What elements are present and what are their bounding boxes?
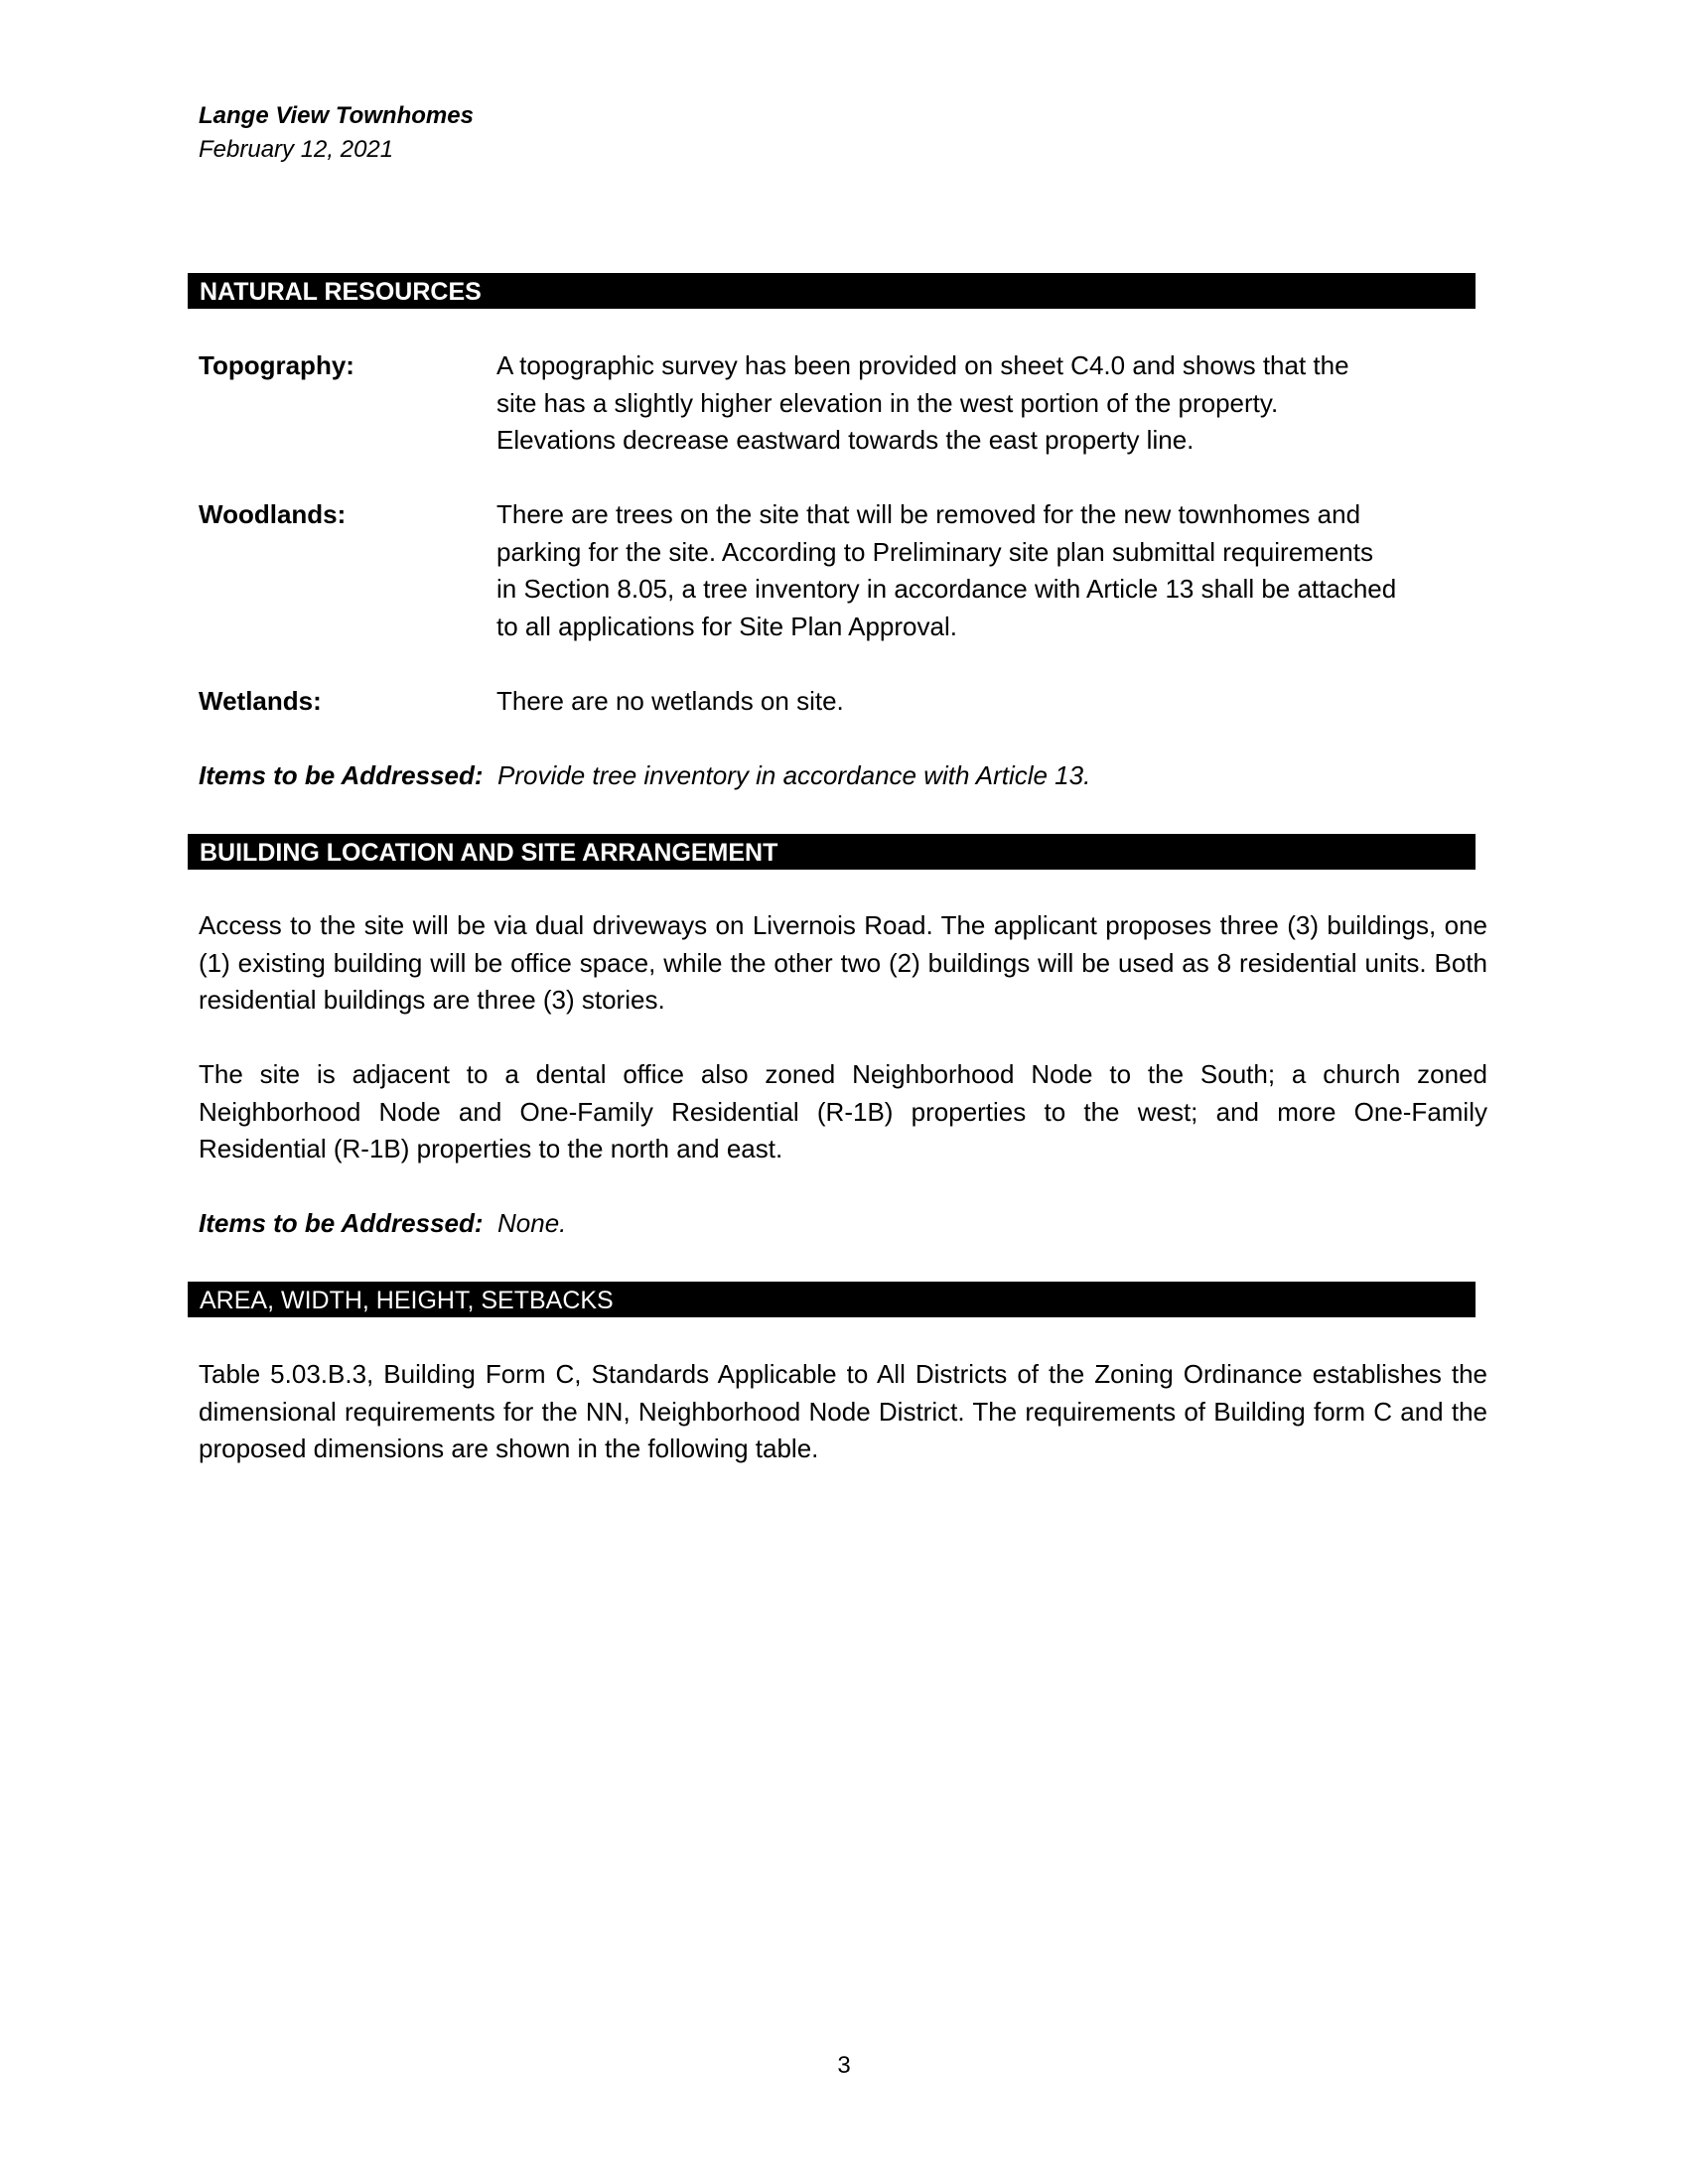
building-location-paragraph-1: Access to the site will be via dual driveways on Livernois Road. The applicant proposes three (3) buildings, one (1) existing building will be office space, while the other two (2) buildings will be used as 8 residential units. Both residential buildings are three (3) stories. bbox=[199, 910, 1487, 1015]
wetlands-text: There are no wetlands on site. bbox=[496, 686, 844, 716]
topography-line: site has a slightly higher elevation in the west portion of the property. bbox=[496, 387, 1279, 418]
woodlands-text bbox=[496, 496, 1489, 645]
items-text: Provide tree inventory in accordance with Article 13. bbox=[497, 760, 1091, 790]
topography-line: A topographic survey has been provided on sheet C4.0 and shows that the bbox=[496, 350, 1349, 380]
woodlands-line: in Section 8.05, a tree inventory in accordance with Article 13 shall be attached bbox=[496, 574, 1397, 604]
woodlands-line: parking for the site. According to Preliminary site plan submittal requirements bbox=[496, 536, 1373, 567]
building-location-paragraph-2: The site is adjacent to a dental office also zoned Neighborhood Node to the South; a church zoned Neighborhood Node and One-Family Residential (R-1B) properties to the west; and more One-Family Residential (R-1B) properties to the north and east. bbox=[199, 1059, 1487, 1163]
project-name: Lange View Townhomes bbox=[199, 102, 474, 129]
section-heading-building-location: BUILDING LOCATION AND SITE ARRANGEMENT bbox=[188, 834, 1476, 870]
topography-line: Elevations decrease eastward towards the east property line. bbox=[496, 425, 1195, 455]
section-heading-area-width-height-setbacks: AREA, WIDTH, HEIGHT, SETBACKS bbox=[188, 1282, 1476, 1317]
topography-text bbox=[496, 347, 1489, 460]
woodlands-label: Woodlands: bbox=[199, 499, 347, 529]
items-label: Items to be Addressed: bbox=[199, 1208, 484, 1238]
document-date: February 12, 2021 bbox=[199, 136, 394, 163]
area-width-paragraph: Table 5.03.B.3, Building Form C, Standards Applicable to All Districts of the Zoning Ordinance establishes the dimensional requirements for the NN, Neighborhood Node District. The requirements of Building form C and the proposed dimensions are shown in the following table. bbox=[199, 1359, 1487, 1463]
wetlands-label: Wetlands: bbox=[199, 686, 322, 716]
woodlands-line: to all applications for Site Plan Approval. bbox=[496, 611, 957, 641]
items-label: Items to be Addressed: bbox=[199, 760, 484, 790]
items-to-be-addressed-natural bbox=[199, 757, 1489, 795]
items-to-be-addressed-building bbox=[199, 1205, 1489, 1243]
document-header bbox=[199, 99, 474, 167]
page-number: 3 bbox=[837, 2052, 851, 2079]
woodlands-line: There are trees on the site that will be removed for the new townhomes and bbox=[496, 499, 1361, 529]
items-text: None. bbox=[497, 1208, 567, 1238]
section-heading-natural-resources: NATURAL RESOURCES bbox=[188, 273, 1476, 309]
topography-label: Topography: bbox=[199, 350, 354, 380]
